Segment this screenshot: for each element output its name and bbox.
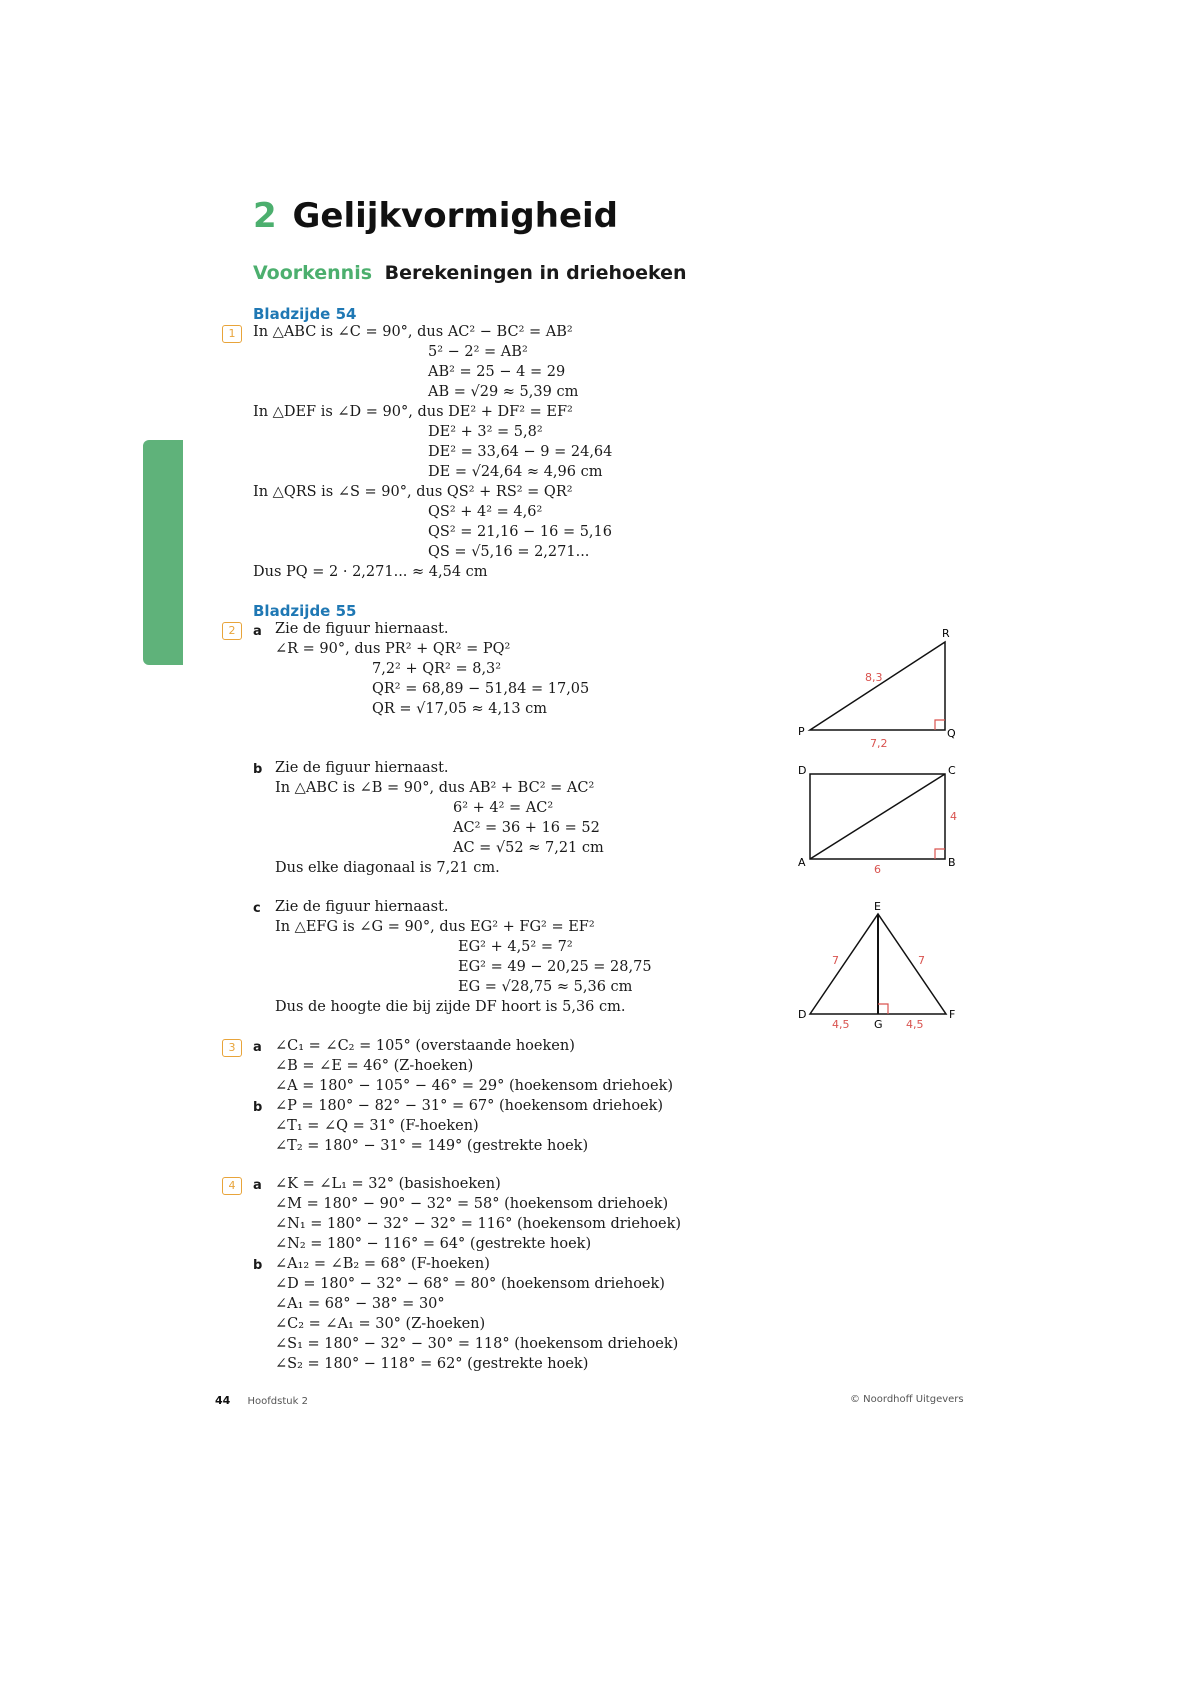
chapter-number: 2 [253, 196, 277, 236]
page-heading-55: Bladzijde 55 [253, 602, 357, 620]
q1-line: In △DEF is ∠D = 90°, dus DE² + DF² = EF² [253, 404, 573, 420]
section-title [253, 262, 687, 284]
q1-line: In △ABC is ∠C = 90°, dus AC² − BC² = AB² [253, 324, 573, 340]
q2a-line: QR² = 68,89 − 51,84 = 17,05 [372, 681, 590, 697]
footer-chapter: Hoofdstuk 2 [247, 1396, 308, 1407]
vertex-label: A [798, 856, 806, 869]
q3a-line: ∠B = ∠E = 46° (Z-hoeken) [275, 1058, 474, 1074]
vertex-label: D [798, 1008, 807, 1021]
q1-line: AB = √29 ≈ 5,39 cm [428, 384, 579, 400]
side-label: 6 [874, 863, 881, 876]
q1-line: DE² + 3² = 5,8² [428, 424, 543, 440]
q4b-line: ∠D = 180° − 32° − 68° = 80° (hoekensom driehoek) [275, 1276, 665, 1292]
q2c-line: EG² = 49 − 20,25 = 28,75 [458, 959, 652, 975]
vertex-label: B [948, 856, 956, 869]
vertex-label: G [874, 1018, 883, 1030]
q4a-line: ∠N₁ = 180° − 32° − 32° = 116° (hoekensom driehoek) [275, 1216, 682, 1232]
vertex-label: E [874, 900, 881, 913]
figure-rectangle-abcd [790, 762, 970, 882]
q1-line: DE = √24,64 ≈ 4,96 cm [428, 464, 603, 480]
question-number-3: 3 [222, 1039, 242, 1057]
q2c-line: EG² + 4,5² = 7² [458, 939, 573, 955]
q2a-line: 7,2² + QR² = 8,3² [372, 661, 502, 677]
triangle-pqr-shape [810, 642, 945, 730]
question-number-2: 2 [222, 622, 242, 640]
q1-line: 5² − 2² = AB² [428, 344, 528, 360]
q4a-line: ∠K = ∠L₁ = 32° (basishoeken) [275, 1176, 501, 1192]
q1-line: QS² = 21,16 − 16 = 5,16 [428, 524, 612, 540]
right-angle-marker [878, 1004, 888, 1014]
q4b-line: ∠S₂ = 180° − 118° = 62° (gestrekte hoek) [275, 1356, 589, 1372]
question-number-4: 4 [222, 1177, 242, 1195]
figure-triangle-pqr [790, 625, 970, 755]
q2c-line: In △EFG is ∠G = 90°, dus EG² + FG² = EF² [275, 919, 595, 935]
q2b-line: 6² + 4² = AC² [453, 800, 554, 816]
side-label: 4,5 [906, 1018, 924, 1030]
section-title-text: Berekeningen in driehoeken [384, 262, 687, 284]
side-label: 4 [950, 810, 957, 823]
q2-sub-b: b [253, 762, 263, 777]
q2b-line: Dus elke diagonaal is 7,21 cm. [275, 860, 500, 876]
q3b-line: ∠T₂ = 180° − 31° = 149° (gestrekte hoek) [275, 1138, 589, 1154]
side-label: 4,5 [832, 1018, 850, 1030]
q1-line: In △QRS is ∠S = 90°, dus QS² + RS² = QR² [253, 484, 573, 500]
side-label: 7 [918, 954, 925, 967]
q2b-line: AC² = 36 + 16 = 52 [453, 820, 600, 836]
q4a-line: ∠N₂ = 180° − 116° = 64° (gestrekte hoek) [275, 1236, 592, 1252]
q2b-line: In △ABC is ∠B = 90°, dus AB² + BC² = AC² [275, 780, 595, 796]
q4b-line: ∠C₂ = ∠A₁ = 30° (Z-hoeken) [275, 1316, 486, 1332]
q4b-line: ∠A₁₂ = ∠B₂ = 68° (F-hoeken) [275, 1256, 490, 1272]
q3a-line: ∠A = 180° − 105° − 46° = 29° (hoekensom driehoek) [275, 1078, 674, 1094]
vertex-label: F [949, 1008, 956, 1021]
vertex-label: R [942, 627, 950, 640]
q3b-line: ∠P = 180° − 82° − 31° = 67° (hoekensom driehoek) [275, 1098, 664, 1114]
side-label: 7 [832, 954, 839, 967]
q2c-line: Zie de figuur hiernaast. [275, 899, 449, 915]
q2a-line: Zie de figuur hiernaast. [275, 621, 449, 637]
chapter-side-tab [143, 440, 183, 665]
q4b-line: ∠S₁ = 180° − 32° − 30° = 118° (hoekensom driehoek) [275, 1336, 679, 1352]
q2a-line: ∠R = 90°, dus PR² + QR² = PQ² [275, 641, 511, 657]
q1-line: QS = √5,16 = 2,271... [428, 544, 590, 560]
q4-sub-a: a [253, 1178, 262, 1193]
vertex-label: D [798, 764, 807, 777]
q2-sub-a: a [253, 624, 262, 639]
q1-line: AB² = 25 − 4 = 29 [428, 364, 566, 380]
right-angle-marker [935, 849, 945, 859]
q1-line: DE² = 33,64 − 9 = 24,64 [428, 444, 613, 460]
footer-publisher: © Noordhoff Uitgevers [850, 1394, 964, 1405]
diagonal-ac [810, 774, 945, 859]
side-label: 8,3 [865, 671, 883, 684]
q3a-line: ∠C₁ = ∠C₂ = 105° (overstaande hoeken) [275, 1038, 575, 1054]
chapter-title-text: Gelijkvormigheid [292, 196, 619, 236]
q3-sub-b: b [253, 1100, 263, 1115]
figure-triangle-def [790, 900, 970, 1030]
vertex-label: Q [947, 727, 956, 740]
q2a-line: QR = √17,05 ≈ 4,13 cm [372, 701, 548, 717]
q4b-line: ∠A₁ = 68° − 38° = 30° [275, 1296, 445, 1312]
q2b-line: AC = √52 ≈ 7,21 cm [453, 840, 604, 856]
q2b-line: Zie de figuur hiernaast. [275, 760, 449, 776]
q2-sub-c: c [253, 901, 261, 916]
q4a-line: ∠M = 180° − 90° − 32° = 58° (hoekensom driehoek) [275, 1196, 669, 1212]
q4-sub-b: b [253, 1258, 263, 1273]
vertex-label: P [798, 725, 805, 738]
footer-left [215, 1394, 308, 1407]
q2c-line: Dus de hoogte die bij zijde DF hoort is 5,36 cm. [275, 999, 626, 1015]
q2c-line: EG = √28,75 ≈ 5,36 cm [458, 979, 633, 995]
q3b-line: ∠T₁ = ∠Q = 31° (F-hoeken) [275, 1118, 479, 1134]
section-label: Voorkennis [253, 262, 373, 284]
q1-line: Dus PQ = 2 · 2,271... ≈ 4,54 cm [253, 564, 488, 580]
page-number: 44 [215, 1394, 231, 1407]
vertex-label: C [948, 764, 956, 777]
q3-sub-a: a [253, 1040, 262, 1055]
page-heading-54: Bladzijde 54 [253, 305, 357, 323]
chapter-title [253, 196, 618, 236]
side-label: 7,2 [870, 737, 888, 750]
right-angle-marker [935, 720, 945, 730]
question-number-1: 1 [222, 325, 242, 343]
q1-line: QS² + 4² = 4,6² [428, 504, 543, 520]
